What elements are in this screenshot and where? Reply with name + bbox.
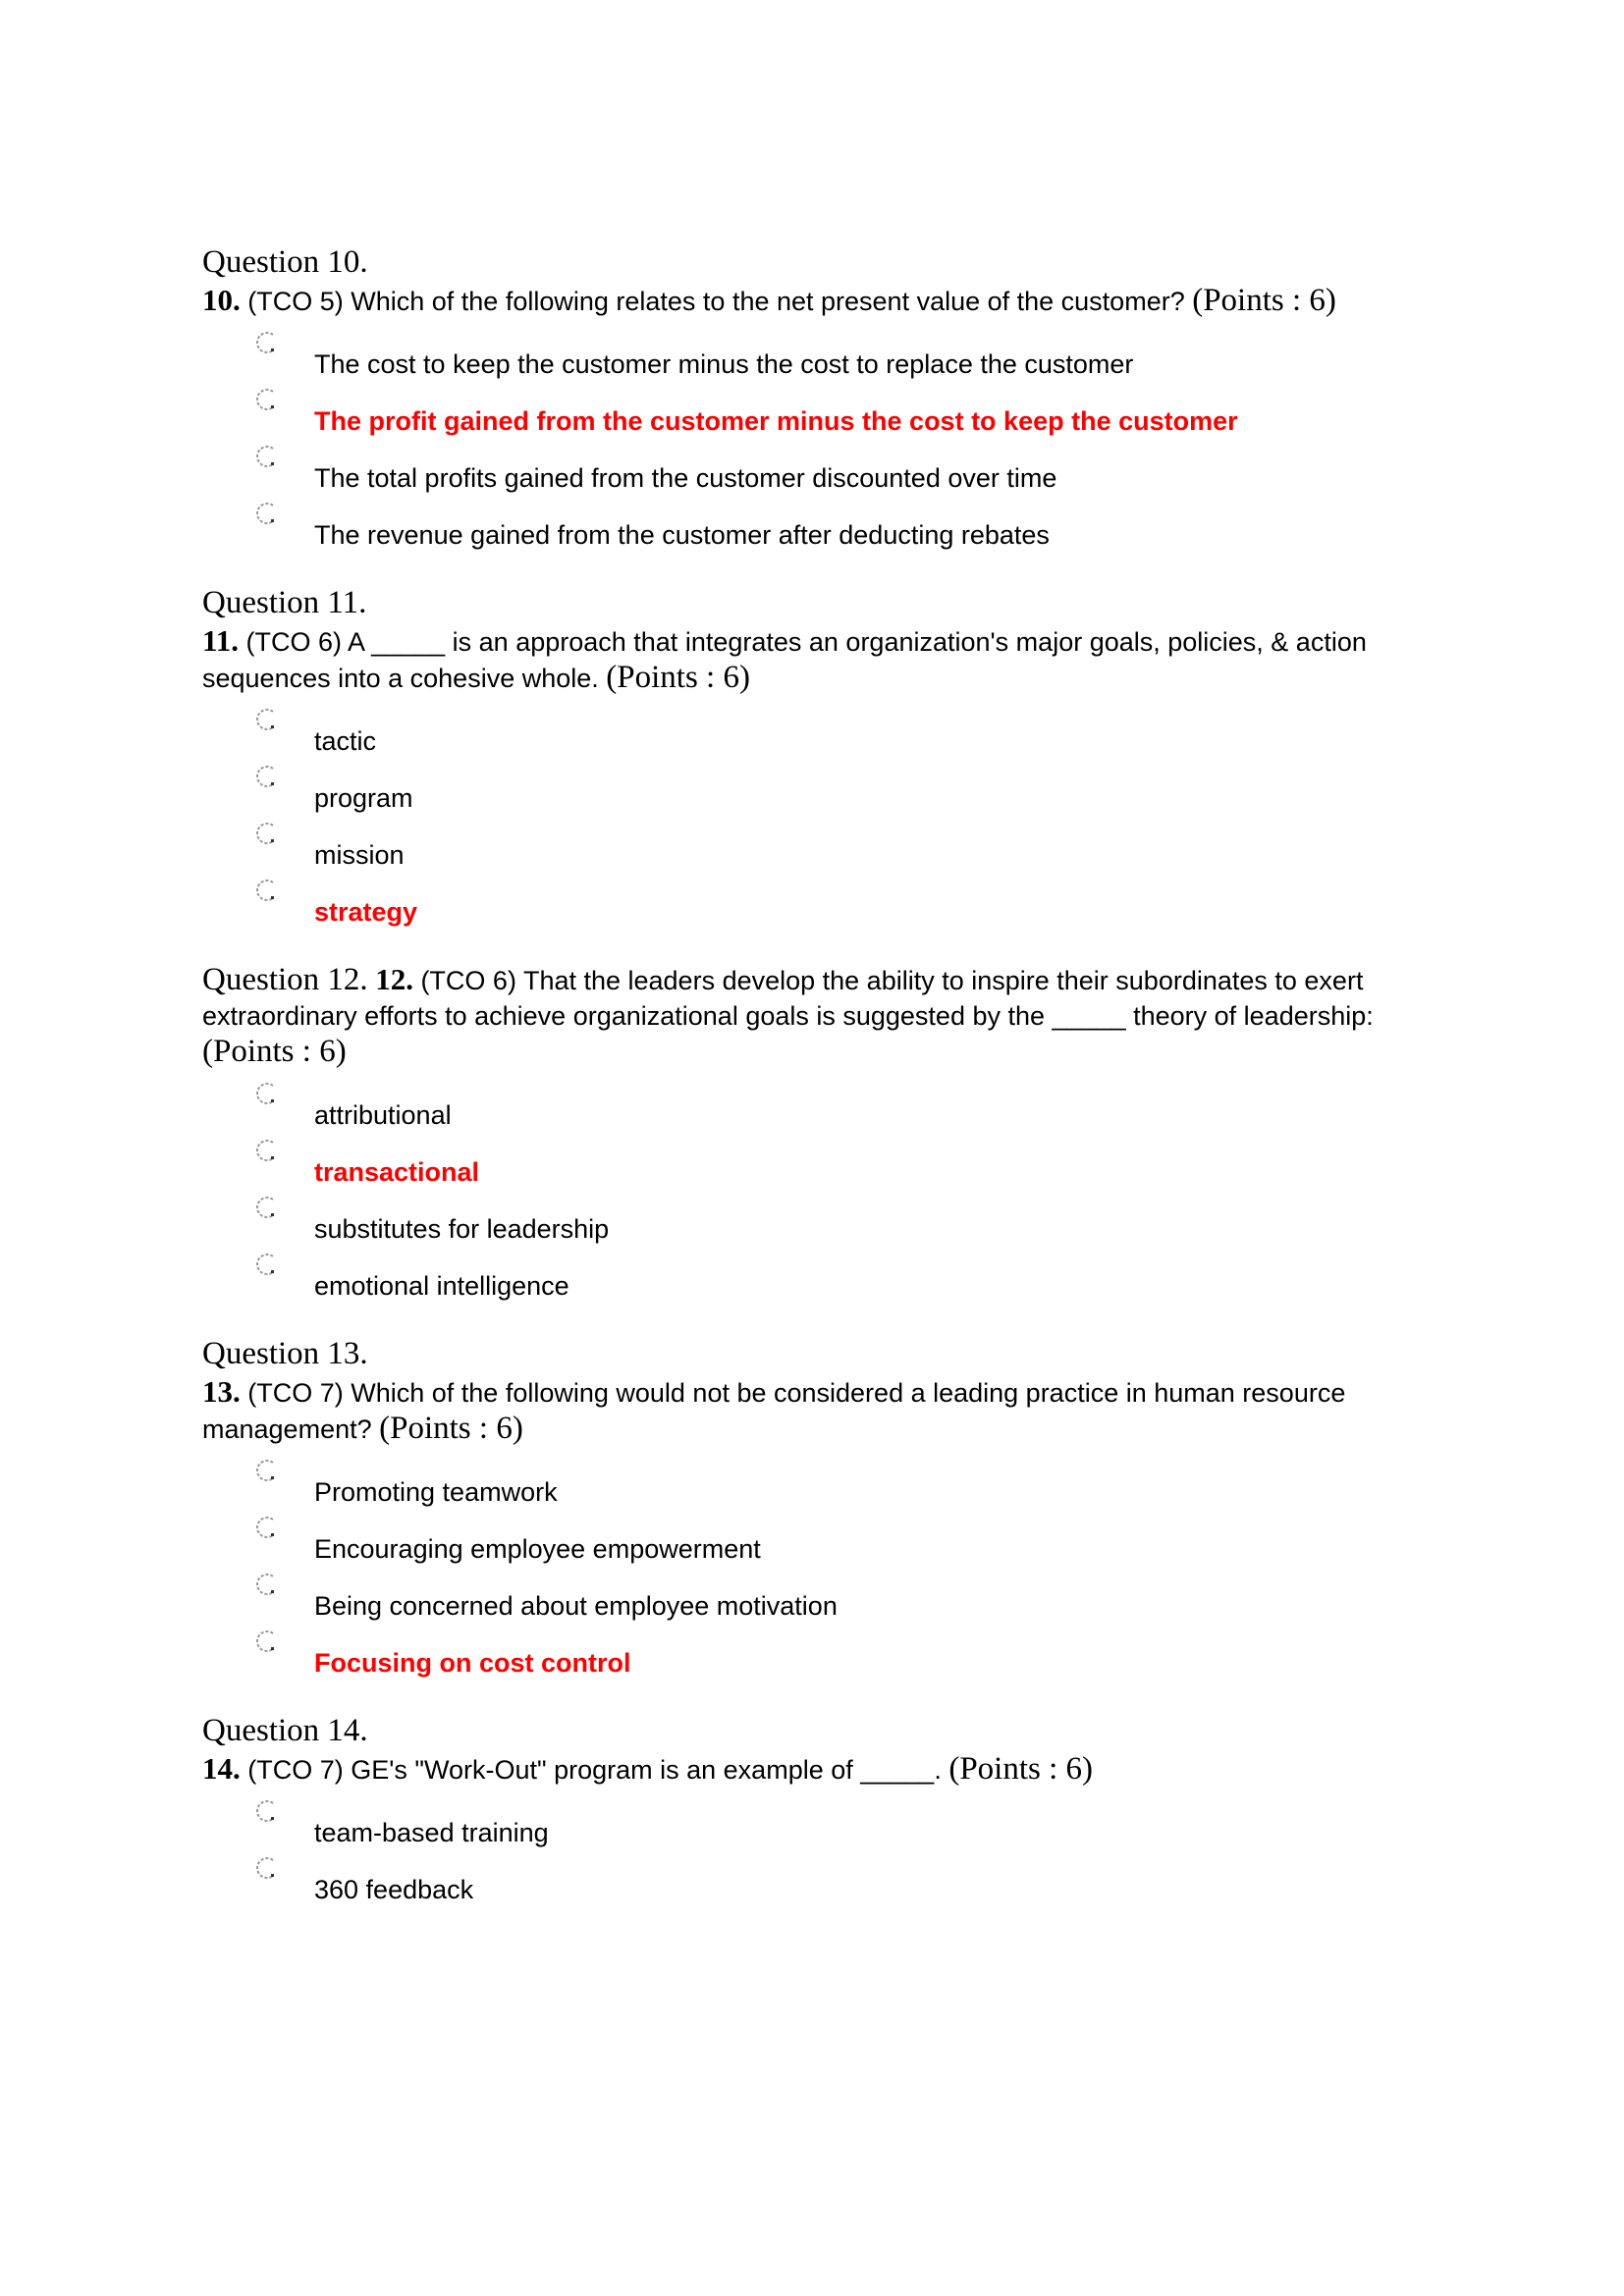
radio-button-icon[interactable] [251, 706, 281, 735]
answer-options [202, 1457, 1430, 1684]
question-points: (Points : 6) [202, 1034, 347, 1069]
answer-label: Being concerned about employee motivation [314, 1591, 838, 1621]
answer-label: program [314, 783, 413, 813]
radio-button-icon[interactable] [251, 1251, 281, 1280]
question-number: 14. [202, 1751, 241, 1786]
answer-option[interactable] [202, 820, 1430, 877]
answer-option[interactable] [202, 500, 1430, 557]
answer-option-correct[interactable] [202, 1137, 1430, 1194]
answer-label-correct: The profit gained from the customer minus the cost to keep the customer [314, 406, 1238, 436]
radio-button-icon[interactable] [251, 386, 281, 415]
question-text: (TCO 6) That the leaders develop the ability to inspire their subordinates to exert extraordinary efforts to achieve organizational goals is suggested by the _____ theory of leadership: [202, 966, 1374, 1031]
answer-label: attributional [314, 1100, 452, 1130]
radio-button-icon[interactable] [251, 877, 281, 906]
answer-option[interactable] [202, 1514, 1430, 1571]
answer-options [202, 1797, 1430, 1911]
answer-option[interactable] [202, 1080, 1430, 1137]
answer-option[interactable] [202, 1854, 1430, 1911]
answer-options [202, 1080, 1430, 1308]
question-heading: Question 11. [202, 585, 367, 620]
radio-button-icon[interactable] [251, 1080, 281, 1109]
answer-option-correct[interactable] [202, 386, 1430, 443]
answer-option[interactable] [202, 329, 1430, 386]
question-text: (TCO 7) GE's "Work-Out" program is an example of _____. [240, 1755, 949, 1785]
radio-button-icon[interactable] [251, 1854, 281, 1884]
answer-label: The total profits gained from the customer discounted over time [314, 463, 1057, 493]
radio-button-icon[interactable] [251, 1628, 281, 1657]
question-heading: Question 12. [202, 962, 368, 997]
answer-options [202, 706, 1430, 934]
question-10 [202, 243, 1430, 557]
question-heading: Question 14. [202, 1713, 368, 1748]
question-points: (Points : 6) [948, 1751, 1094, 1787]
answer-label: 360 feedback [314, 1875, 474, 1904]
answer-option-correct[interactable] [202, 877, 1430, 934]
question-13 [202, 1335, 1430, 1684]
answer-label-correct: Focusing on cost control [314, 1648, 631, 1678]
radio-button-icon[interactable] [251, 1457, 281, 1486]
answer-label: mission [314, 840, 405, 870]
answer-label: substitutes for leadership [314, 1214, 610, 1244]
question-prompt [202, 961, 1430, 1070]
answer-option[interactable] [202, 1571, 1430, 1628]
question-points: (Points : 6) [379, 1411, 523, 1446]
answer-label: Promoting teamwork [314, 1477, 558, 1507]
answer-label: team-based training [314, 1818, 549, 1847]
question-text: (TCO 6) A _____ is an approach that integrates an organization's major goals, policies, & action sequences into a cohesive whole. [202, 627, 1367, 693]
answer-option[interactable] [202, 706, 1430, 763]
radio-button-icon[interactable] [251, 820, 281, 849]
question-14 [202, 1712, 1430, 1911]
answer-label: The cost to keep the customer minus the cost to replace the customer [314, 349, 1134, 379]
answer-option[interactable] [202, 443, 1430, 500]
question-heading: Question 10. [202, 244, 368, 280]
radio-button-icon[interactable] [251, 1571, 281, 1600]
question-number: 10. [202, 283, 241, 317]
answer-option[interactable] [202, 1457, 1430, 1514]
question-prompt [202, 283, 1430, 319]
radio-button-icon[interactable] [251, 1194, 281, 1223]
answer-label: The revenue gained from the customer after deducting rebates [314, 520, 1050, 550]
question-text: (TCO 5) Which of the following relates to the net present value of the customer? [240, 287, 1193, 316]
answer-label: Encouraging employee empowerment [314, 1534, 761, 1564]
question-points: (Points : 6) [606, 660, 750, 695]
radio-button-icon[interactable] [251, 763, 281, 792]
question-points: (Points : 6) [1192, 283, 1336, 318]
question-prompt [202, 1751, 1430, 1788]
quiz-page [202, 243, 1430, 1911]
answer-label: emotional intelligence [314, 1271, 569, 1301]
answer-option[interactable] [202, 1251, 1430, 1308]
question-text: (TCO 7) Which of the following would not be considered a leading practice in human resource management? [202, 1378, 1346, 1444]
question-prompt [202, 623, 1430, 696]
answer-option-correct[interactable] [202, 1628, 1430, 1684]
answer-option[interactable] [202, 1797, 1430, 1854]
question-heading: Question 13. [202, 1336, 368, 1371]
radio-button-icon[interactable] [251, 1514, 281, 1543]
answer-label-correct: transactional [314, 1157, 480, 1187]
answer-option[interactable] [202, 763, 1430, 820]
question-11 [202, 584, 1430, 934]
question-number: 12. [375, 962, 413, 996]
answer-option[interactable] [202, 1194, 1430, 1251]
question-number: 11. [202, 623, 240, 658]
question-prompt [202, 1374, 1430, 1447]
answer-label: tactic [314, 726, 377, 756]
radio-button-icon[interactable] [251, 1137, 281, 1166]
radio-button-icon[interactable] [251, 443, 281, 472]
radio-button-icon[interactable] [251, 329, 281, 358]
radio-button-icon[interactable] [251, 500, 281, 529]
question-12 [202, 961, 1430, 1308]
answer-label-correct: strategy [314, 897, 418, 927]
radio-button-icon[interactable] [251, 1797, 281, 1827]
answer-options [202, 329, 1430, 557]
question-number: 13. [202, 1374, 241, 1409]
